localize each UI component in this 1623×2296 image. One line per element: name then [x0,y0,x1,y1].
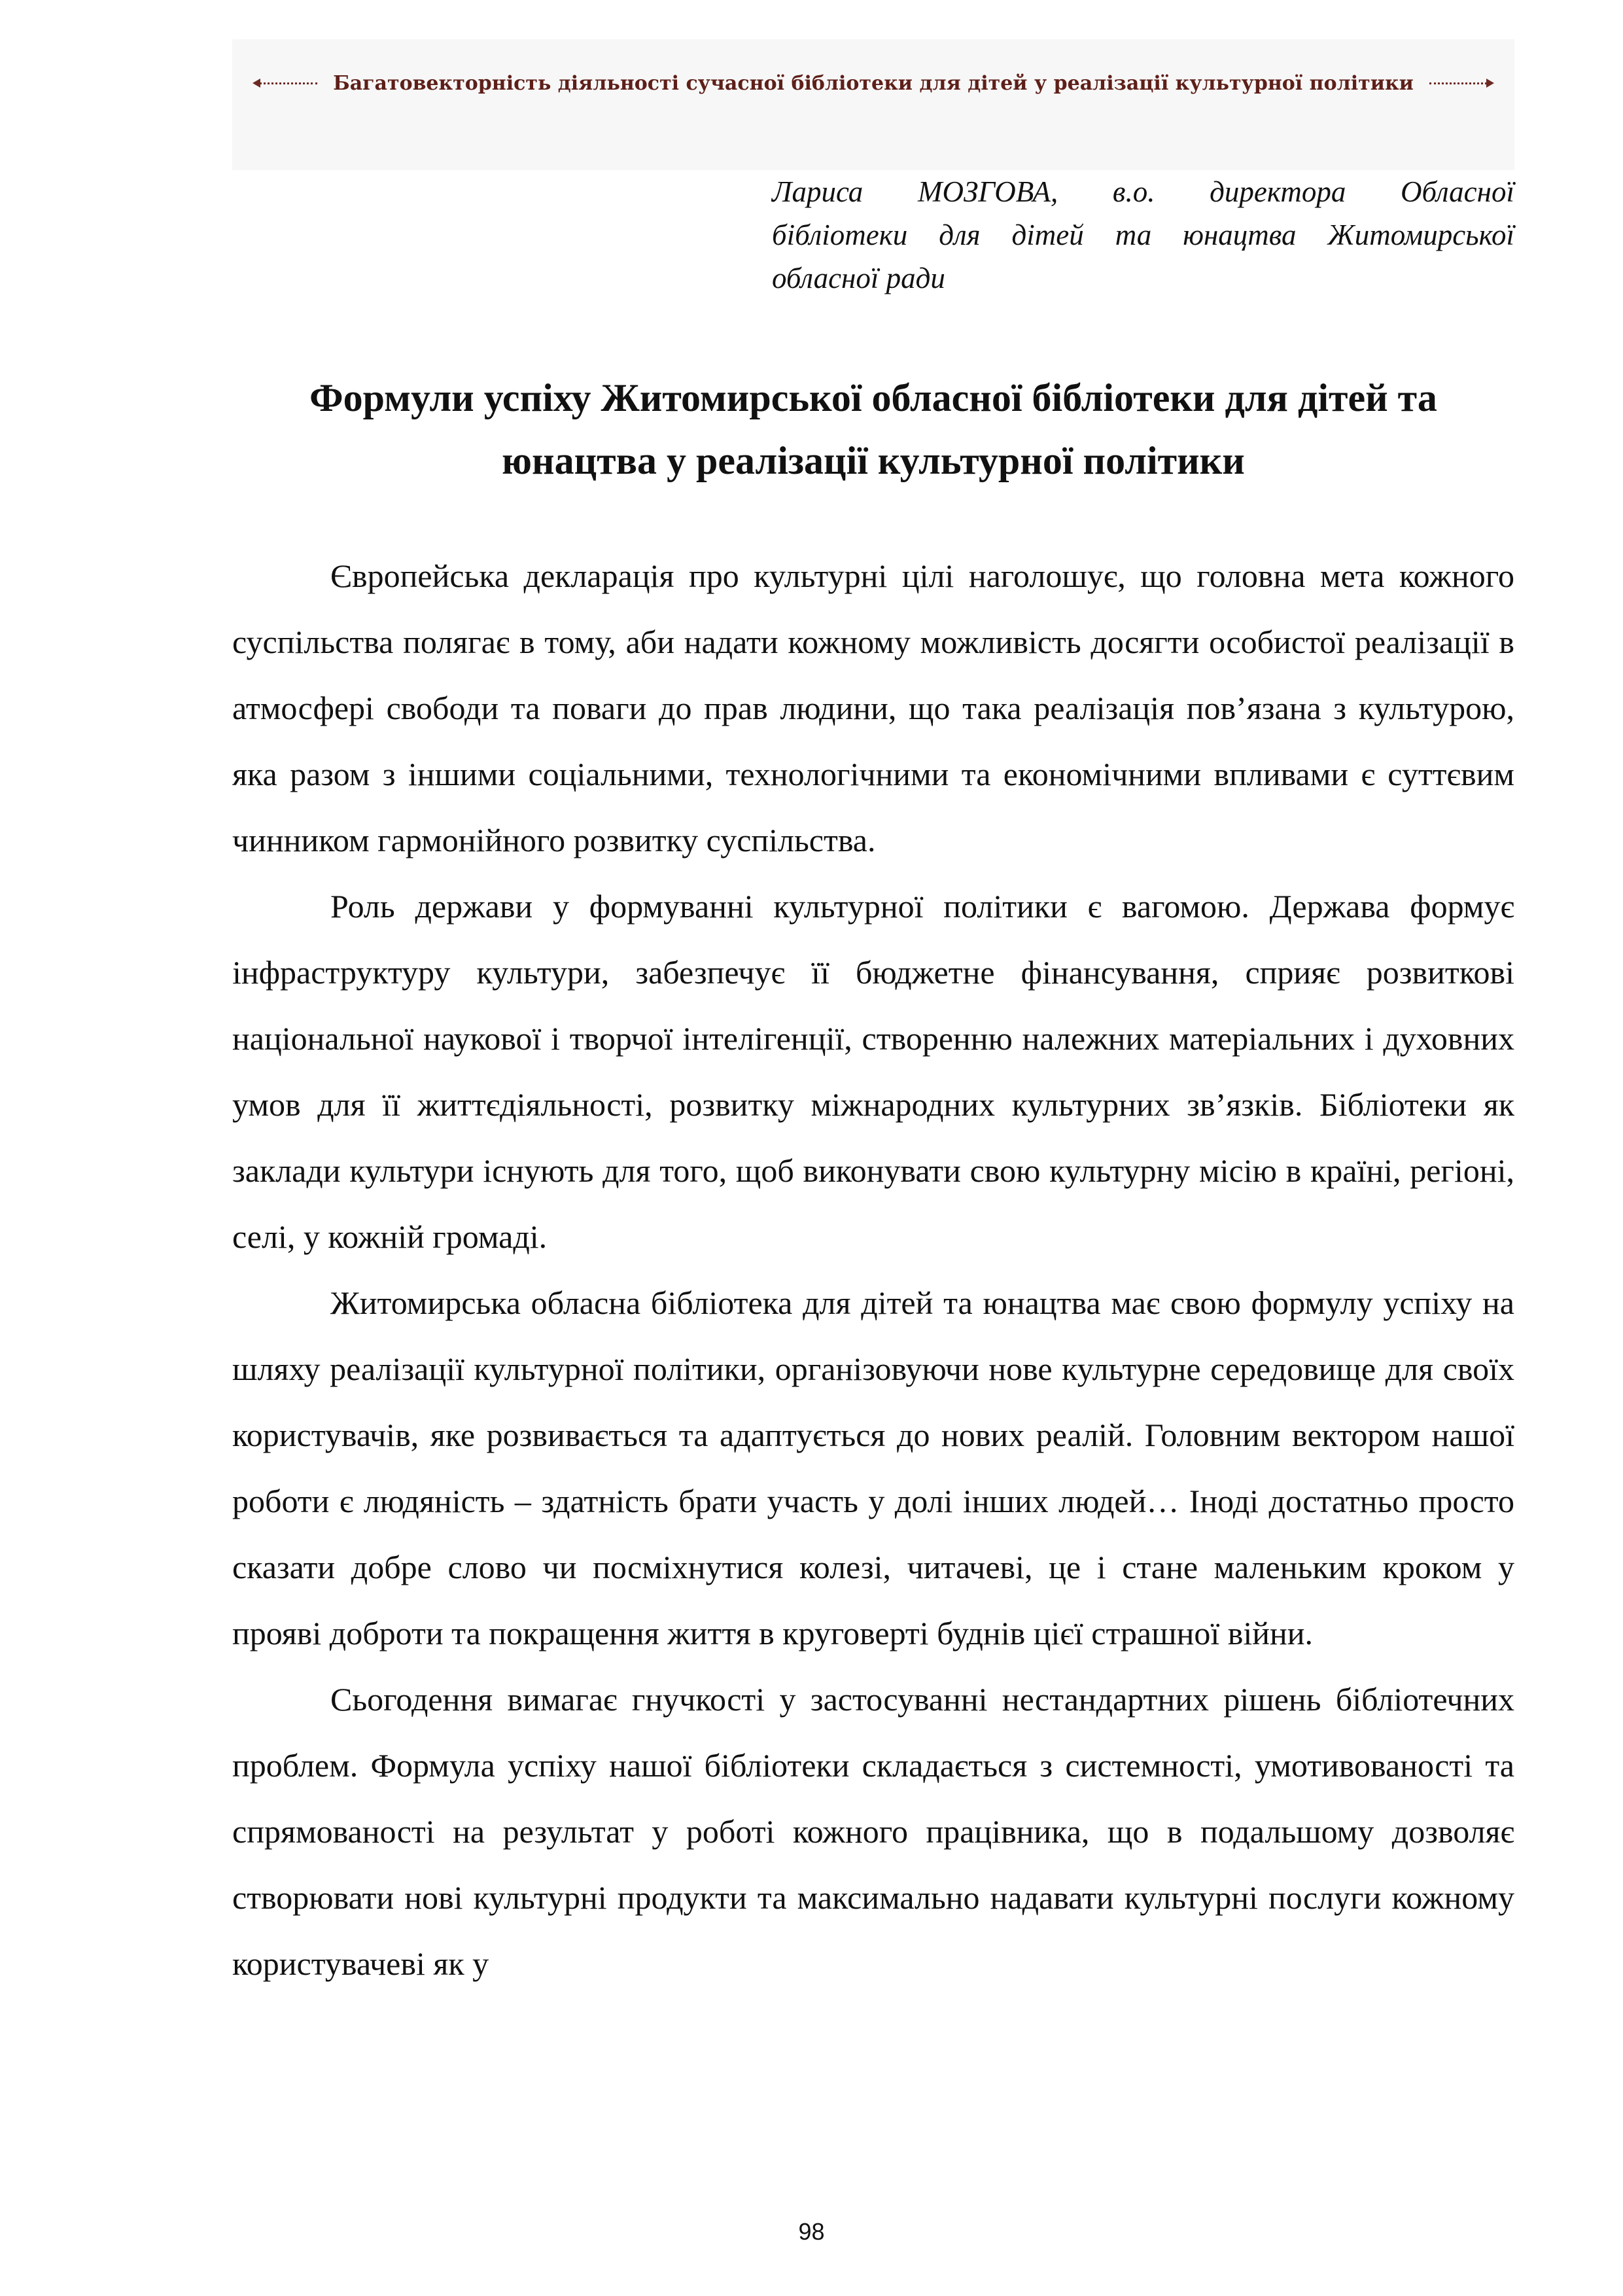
title-line-1: Формули успіху Житомирської обласної бібліотеки для дітей та [309,376,1437,419]
running-header-text: Багатовекторність діяльності сучасної бібліотеки для дітей у реалізації культурної політики [333,71,1414,95]
page-number: 98 [798,2218,825,2245]
right-arrow-line [1429,82,1492,84]
author-line-2: бібліотеки для дітей та юнацтва Житомирської [772,219,1514,251]
paragraph-1: Європейська декларація про культурні цілі наголошує, що головна мета кожного суспільства полягає в тому, аби надати кожному можливість досягти особистої реалізації в атмосфері свободи та поваги до прав людини, що така реалізація пов’язана з культурою, яка разом з іншими соціальними, технологічними та економічними впливами є суттєвим чинником гармонійного розвитку суспільства. [232,557,1514,858]
article-title [232,366,1514,492]
title-line-2: юнацтва у реалізації культурної політики [502,439,1245,482]
paragraph-4: Сьогодення вимагає гнучкості у застосуванні нестандартних рішень бібліотечних проблем. Формула успіху нашої бібліотеки складається з системності, умотивованості та спрямованості на результат у роботі кожного працівника, що в подальшому дозволяє створювати нові культурні продукти та максимально надавати культурні послуги кожному користувачеві як у [232,1681,1514,1982]
paragraph-3: Житомирська обласна бібліотека для дітей та юнацтва має свою формулу успіху на шляху реалізації культурної політики, організовуючи нове культурне середовище для своїх користувачів, яке розвивається та адаптується до нових реалій. Головним вектором нашої роботи є людяність – здатність брати участь у долі інших людей… Іноді достатньо просто сказати добре слово чи посміхнутися колезі, читачеві, це і стане маленьким кроком у прояві доброти та покращення життя в круговерті буднів цієї страшної війни. [232,1284,1514,1651]
author-block [772,170,1514,300]
paragraph-2: Роль держави у формуванні культурної політики є вагомою. Держава формує інфраструктуру культури, забезпечує її бюджетне фінансування, сприяє розвиткові національної наукової і творчої інтелігенції, створенню належних матеріальних і духовних умов для її життєдіяльності, розвитку міжнародних культурних зв’язків. Бібліотеки як заклади культури існують для того, щоб виконувати свою культурну місію в країні, регіоні, селі, у кожній громаді. [232,888,1514,1255]
article-body [232,543,1514,1997]
author-line-1: Лариса МОЗГОВА, в.о. директора Обласної [772,175,1514,208]
author-line-3: обласної ради [772,262,945,294]
running-header [255,60,1492,106]
left-arrow-line [255,82,317,84]
